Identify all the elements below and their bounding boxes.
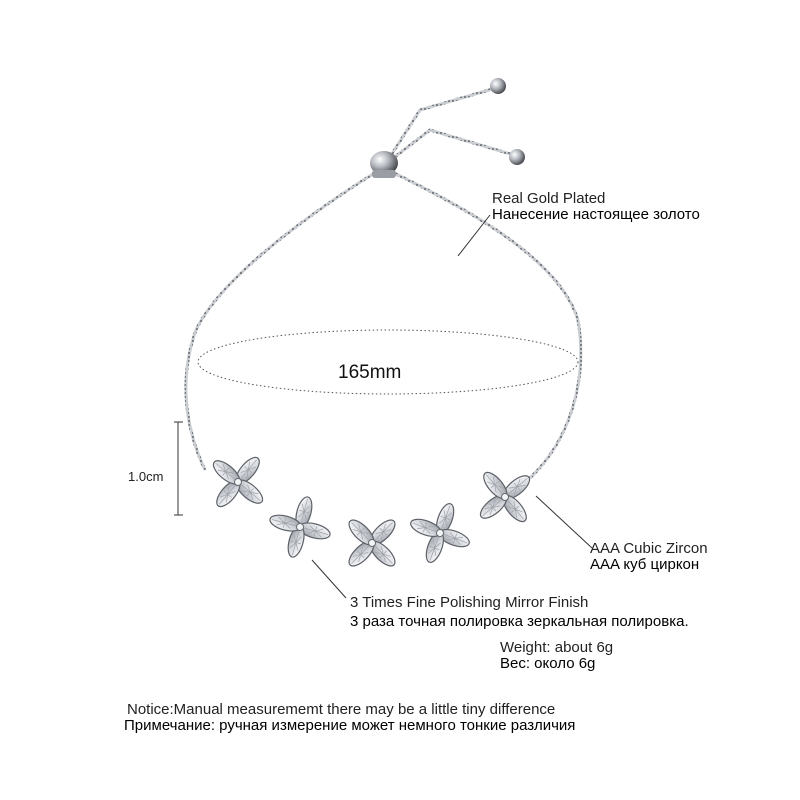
width-label: 1.0cm [128, 469, 164, 484]
flower-5 [461, 453, 548, 540]
stone-label-ru: AAA куб циркон [590, 556, 700, 573]
stone-label-en: AAA Cubic Zircon [590, 540, 708, 557]
flower-4 [400, 493, 479, 572]
plating-label-ru: Нанесение настоящее золото [492, 206, 700, 223]
slider-bead [370, 151, 398, 178]
flower-1 [194, 438, 281, 525]
length-label: 165mm [338, 362, 402, 383]
weight-label-en: Weight: about 6g [500, 639, 614, 656]
notice-en: Notice:Manual measurememt there may be a little tiny difference [127, 701, 556, 718]
polish-label-ru: 3 раза точная полировка зеркальная полировка. [350, 613, 689, 630]
flower-cluster [194, 438, 548, 587]
width-measure-bracket [174, 422, 183, 515]
plating-label-en: Real Gold Plated [492, 190, 606, 207]
end-bead-upper [490, 78, 506, 94]
slider-chain [388, 88, 514, 162]
notice-ru: Примечание: ручная измерение может немного тонкие различия [124, 717, 576, 734]
polish-label-en: 3 Times Fine Polishing Mirror Finish [350, 594, 589, 611]
weight-label-ru: Вес: около 6g [500, 655, 596, 672]
flower-3 [328, 499, 416, 587]
end-bead-lower [509, 149, 525, 165]
flower-2 [262, 489, 338, 565]
